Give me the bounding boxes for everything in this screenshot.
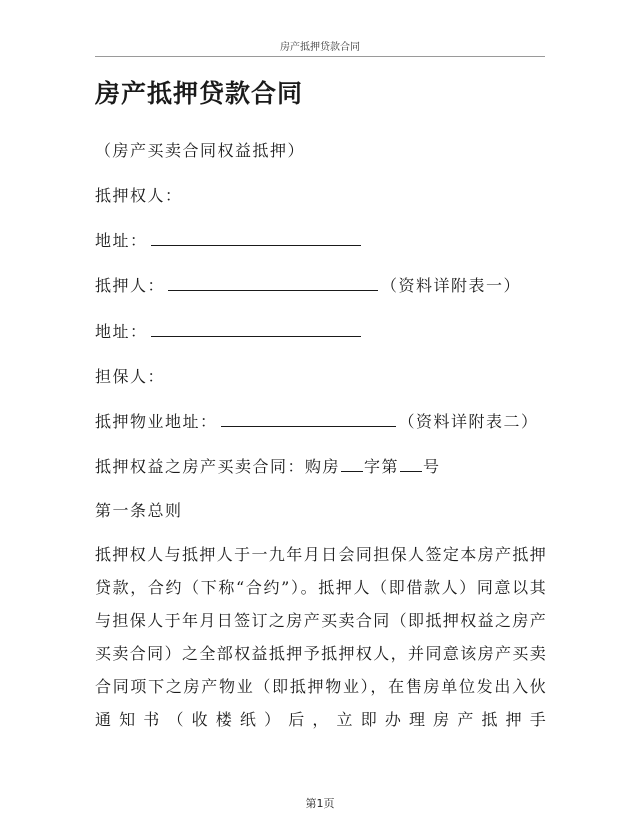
mortgagee-address-row: [95, 228, 364, 251]
mortgagor-address-blank: [151, 322, 361, 337]
mortgagee-address-blank: [151, 231, 361, 246]
guarantor-label: 担保人：: [95, 367, 166, 386]
contract-ref-suffix: 号: [423, 457, 441, 476]
contract-reference-row: [95, 454, 441, 477]
contract-ref-blank-2: [400, 457, 422, 472]
mortgagor-label: 抵押人：: [95, 276, 166, 295]
property-address-blank: [221, 412, 396, 427]
mortgagor-row: [95, 273, 521, 296]
mortgagor-blank: [168, 276, 378, 291]
mortgagee-label: 抵押权人：: [95, 186, 183, 205]
document-subtitle: （房产买卖合同权益抵押）: [95, 141, 306, 160]
contract-ref-mid: 字第: [364, 457, 400, 476]
contract-ref-blank-1: [341, 457, 363, 472]
property-address-row: [95, 409, 539, 432]
article1-body: 抵押权人与抵押人于一九年月日会同担保人签定本房产抵押贷款，合约（下称“合约”）。抵押人（即借款人）同意以其与担保人于年月日签订之房产买卖合同（即抵押权益之房产买卖合同）之全部权益抵押予抵押权人，并同意该房产买卖合同项下之房产物业（即抵押物业），在售房单位发出入伙通知书（收楼纸）后，立即办理房产抵押手: [95, 545, 547, 729]
running-header: 房产抵押贷款合同: [280, 42, 360, 53]
mortgagor-address-row: [95, 319, 364, 342]
contract-ref-prefix: 抵押权益之房产买卖合同：购房: [95, 457, 341, 476]
article1-heading: 第一条总则: [95, 501, 183, 520]
header-divider: [95, 56, 545, 57]
property-note: （资料详附表二）: [398, 412, 539, 431]
document-title: 房产抵押贷款合同: [95, 79, 304, 108]
address-label: 地址：: [95, 322, 148, 341]
mortgagor-note: （资料详附表一）: [381, 276, 522, 295]
property-address-label: 抵押物业地址：: [95, 412, 218, 431]
address-label: 地址：: [95, 231, 148, 250]
page-number: 第1页: [305, 797, 335, 810]
